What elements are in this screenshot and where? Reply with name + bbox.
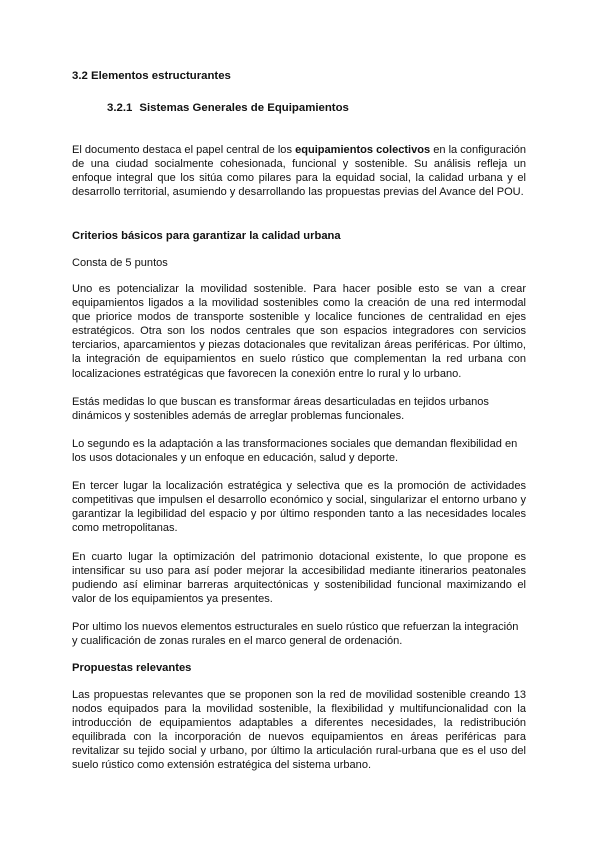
- criterio-paragraph-5: En cuarto lugar la optimización del patrimonio dotacional existente, lo que propone es intensificar su uso para así poder mejorar la accesibilidad mediante itinerarios peatonales pudiendo así eliminar barreras arquitectónicas y sostenibilidad funcional maximizando el valor de los equipamientos ya presentes.: [72, 551, 526, 606]
- criterio-paragraph-4: En tercer lugar la localización estratégica y selectiva que es la promoción de actividades competitivas que impulsen el desarrollo económico y social, singularizar el entorno urbano y garantizar la legibilidad del espacio y por último responden tanto a las necesidades locales como metropolitanas.: [72, 480, 526, 535]
- criterio-paragraph-6: Por ultimo los nuevos elementos estructurales en suelo rústico que refuerzan la integración y cualificación de zonas rurales en el marco general de ordenación.: [72, 621, 519, 648]
- intro-bold-term: equipamientos colectivos: [295, 144, 431, 156]
- intro-text-after: en la configuración de una ciudad socialmente cohesionada, funcional y sostenible. Su análisis refleja un enfoque integral que los sitúa como pilares para la equidad social, la calidad urbana y el desarrollo territorial, asumiendo y desarrollando las propuestas previas del Avance del POU.: [72, 144, 526, 199]
- criterio-paragraph-3: Lo segundo es la adaptación a las transformaciones sociales que demandan flexibilidad en los usos dotacionales y un enfoque en educación, salud y deporte.: [72, 438, 518, 465]
- intro-paragraph: [72, 143, 526, 199]
- criterios-heading: Criterios básicos para garantizar la calidad urbana: [72, 230, 341, 242]
- criterio-paragraph-2: Estás medidas lo que buscan es transformar áreas desarticuladas en tejidos urbanos dinámicos y sostenibles además de arreglar problemas funcionales.: [72, 396, 489, 423]
- subsection-title: Sistemas Generales de Equipamientos: [139, 102, 349, 114]
- section-heading: 3.2 Elementos estructurantes: [72, 70, 231, 82]
- criterio-paragraph-1: Uno es potencializar la movilidad sostenible. Para hacer posible esto se van a crear equipamientos ligados a la movilidad sostenibles como la creación de una red intermodal que priorice modos de transporte sostenible y localice funciones de centralidad en ejes estratégicos. Otra son los nodos centrales que son espacios integradores con servicios terciarios, aparcamientos y piezas dotacionales que revitalizan áreas periféricas. Por último, la integración de equipamientos en suelo rústico que complementan la red urbana con localizaciones estratégicas que favorecen la conexión entre lo rural y lo urbano.: [72, 283, 526, 380]
- intro-text-before: El documento destaca el papel central de los: [72, 144, 296, 156]
- criterios-count: Consta de 5 puntos: [72, 257, 168, 269]
- subsection-heading: [107, 101, 349, 115]
- propuestas-paragraph: Las propuestas relevantes que se proponen son la red de movilidad sostenible creando 13 nodos equipados para la movilidad sostenible, la flexibilidad y multifuncionalidad con la introducción de equipamientos adaptables a diferentes necesidades, la redistribución equilibrada con la incorporación de nuevos equipamientos en áreas periféricas para revitalizar su tejido social y urbano, por último la articulación rural-urbana que es el uso del suelo rústico como extensión estratégica del sistema urbano.: [72, 689, 526, 772]
- propuestas-heading: Propuestas relevantes: [72, 662, 192, 674]
- subsection-number: 3.2.1: [107, 102, 133, 114]
